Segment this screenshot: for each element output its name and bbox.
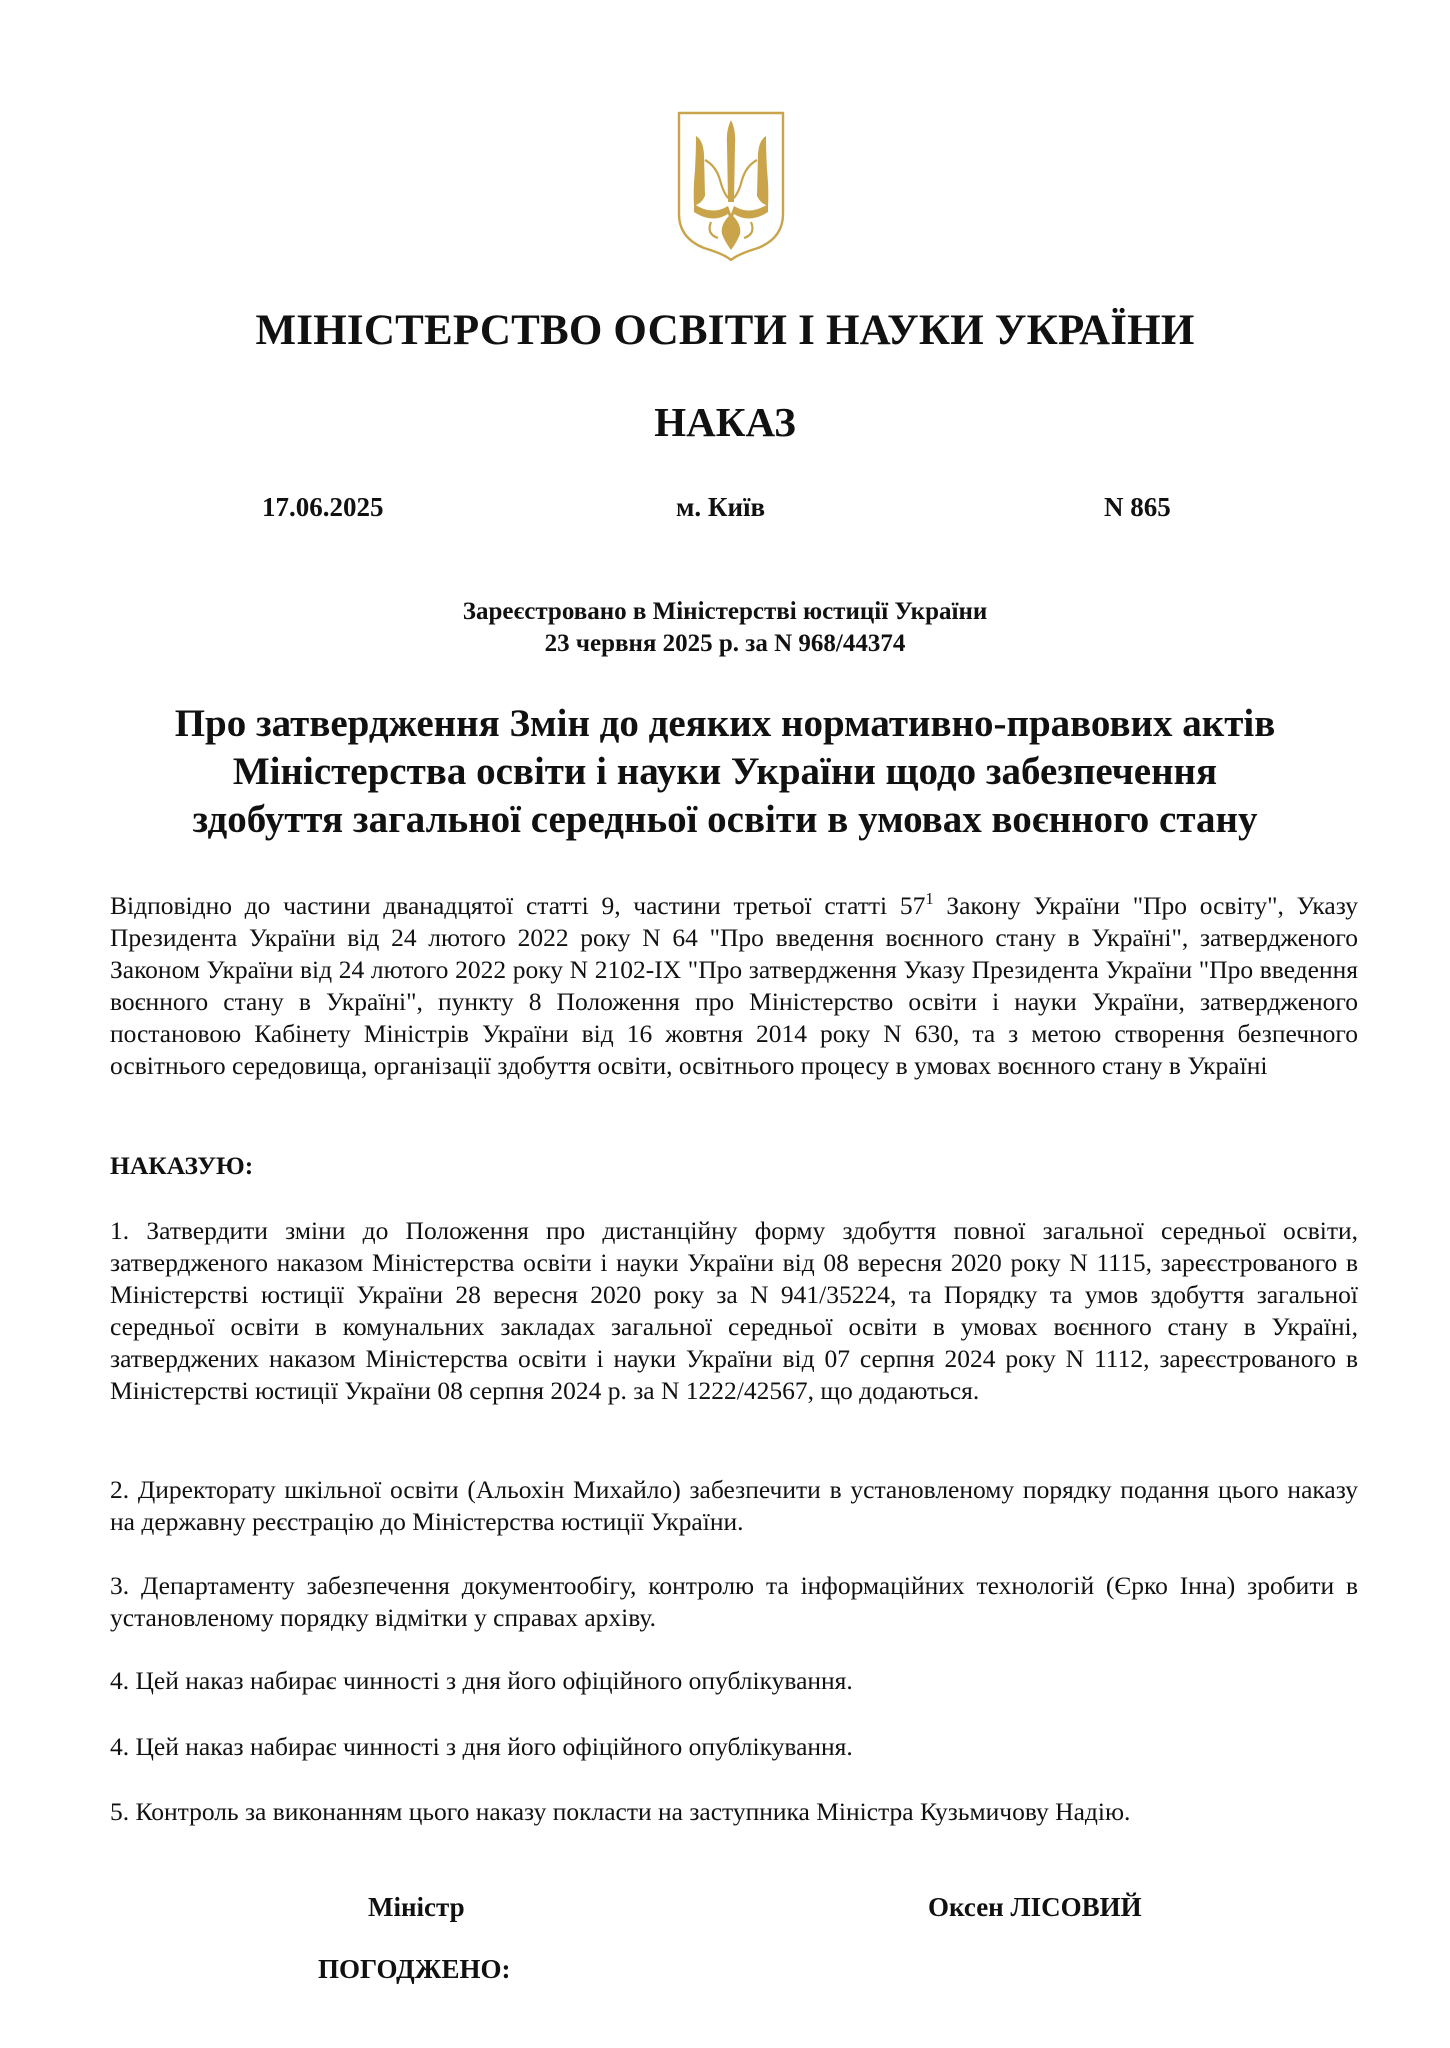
agreed-label: ПОГОДЖЕНО: xyxy=(318,1954,511,1984)
order-item-5: 5. Контроль за виконанням цього наказу покласти на заступника Міністра Кузьмичову Надію. xyxy=(110,1797,1131,1826)
signer-position: Міністр xyxy=(368,1892,465,1922)
order-item-4-duplicate: 4. Цей наказ набирає чинності з дня його офіційного опублікування. xyxy=(110,1732,853,1761)
signer-name: Оксен ЛІСОВИЙ xyxy=(928,1892,1142,1922)
trident-coat-of-arms-icon xyxy=(676,110,786,262)
order-item-3: 3. Департаменту забезпечення документообігу, контролю та інформаційних технологій (Єрко Інна) зробити в установленому порядку відмітки у справах архіву. xyxy=(110,1571,1358,1632)
preamble-paragraph xyxy=(110,890,1358,1082)
registration-line-2: 23 червня 2025 р. за N 968/44374 xyxy=(544,630,906,657)
order-item-2: 2. Директорату шкільної освіти (Альохін Михайло) забезпечити в установленому порядку подання цього наказу на державну реєстрацію до Міністерства юстиції України. xyxy=(110,1475,1358,1536)
orders-label: НАКАЗУЮ: xyxy=(110,1151,254,1180)
preamble-text-start: Відповідно до частини дванадцятої статті 9, частини третьої статті 57 xyxy=(110,891,926,920)
order-date: 17.06.2025 xyxy=(262,492,384,522)
order-number: N 865 xyxy=(1104,492,1171,522)
order-city: м. Київ xyxy=(676,492,766,522)
document-type: НАКАЗ xyxy=(654,399,796,445)
act-title-line-2: Міністерства освіти і науки України щодо забезпечення xyxy=(232,750,1218,793)
order-item-4: 4. Цей наказ набирає чинності з дня його офіційного опублікування. xyxy=(110,1666,853,1695)
act-title-line-3: здобуття загальної середньої освіти в умовах воєнного стану xyxy=(192,798,1258,841)
preamble-text-end: Закону України "Про освіту", Указу Президента України від 24 лютого 2022 року N 64 "Про введення воєнного стану в Україні", затвердженого Законом України від 24 лютого 2022 року N 2102-IX "Про затвердження Указу Президента України "Про введення воєнного стану в Україні", пункту 8 Положення про Міністерство освіти і науки України, затвердженого постановою Кабінету Міністрів України від 16 жовтня 2014 року N 630, та з метою створення безпечного освітнього середовища, організації здобуття освіти, освітнього процесу в умовах воєнного стану в Україні xyxy=(110,891,1358,1080)
registration-line-1: Зареєстровано в Міністерстві юстиції України xyxy=(462,598,988,625)
act-title-line-1: Про затвердження Змін до деяких нормативно-правових актів xyxy=(174,702,1276,745)
ministry-name: МІНІСТЕРСТВО ОСВІТИ І НАУКИ УКРАЇНИ xyxy=(255,307,1195,354)
article-superscript: 1 xyxy=(925,889,934,909)
order-item-1: 1. Затвердити зміни до Положення про дистанційну форму здобуття повної загальної середньої освіти, затвердженого наказом Міністерства освіти і науки України від 08 вересня 2020 року N 1115, зареєстрованого в Міністерстві юстиції України 28 вересня 2020 року за N 941/35224, та Порядку та умов здобуття загальної середньої освіти в комунальних закладах загальної середньої освіти в умовах воєнного стану в Україні, затверджених наказом Міністерства освіти і науки України від 07 серпня 2024 року N 1112, зареєстрованого в Міністерстві юстиції України 08 серпня 2024 р. за N 1222/42567, що додаються. xyxy=(110,1216,1358,1405)
registration-note xyxy=(0,596,1450,660)
act-title xyxy=(80,700,1370,844)
